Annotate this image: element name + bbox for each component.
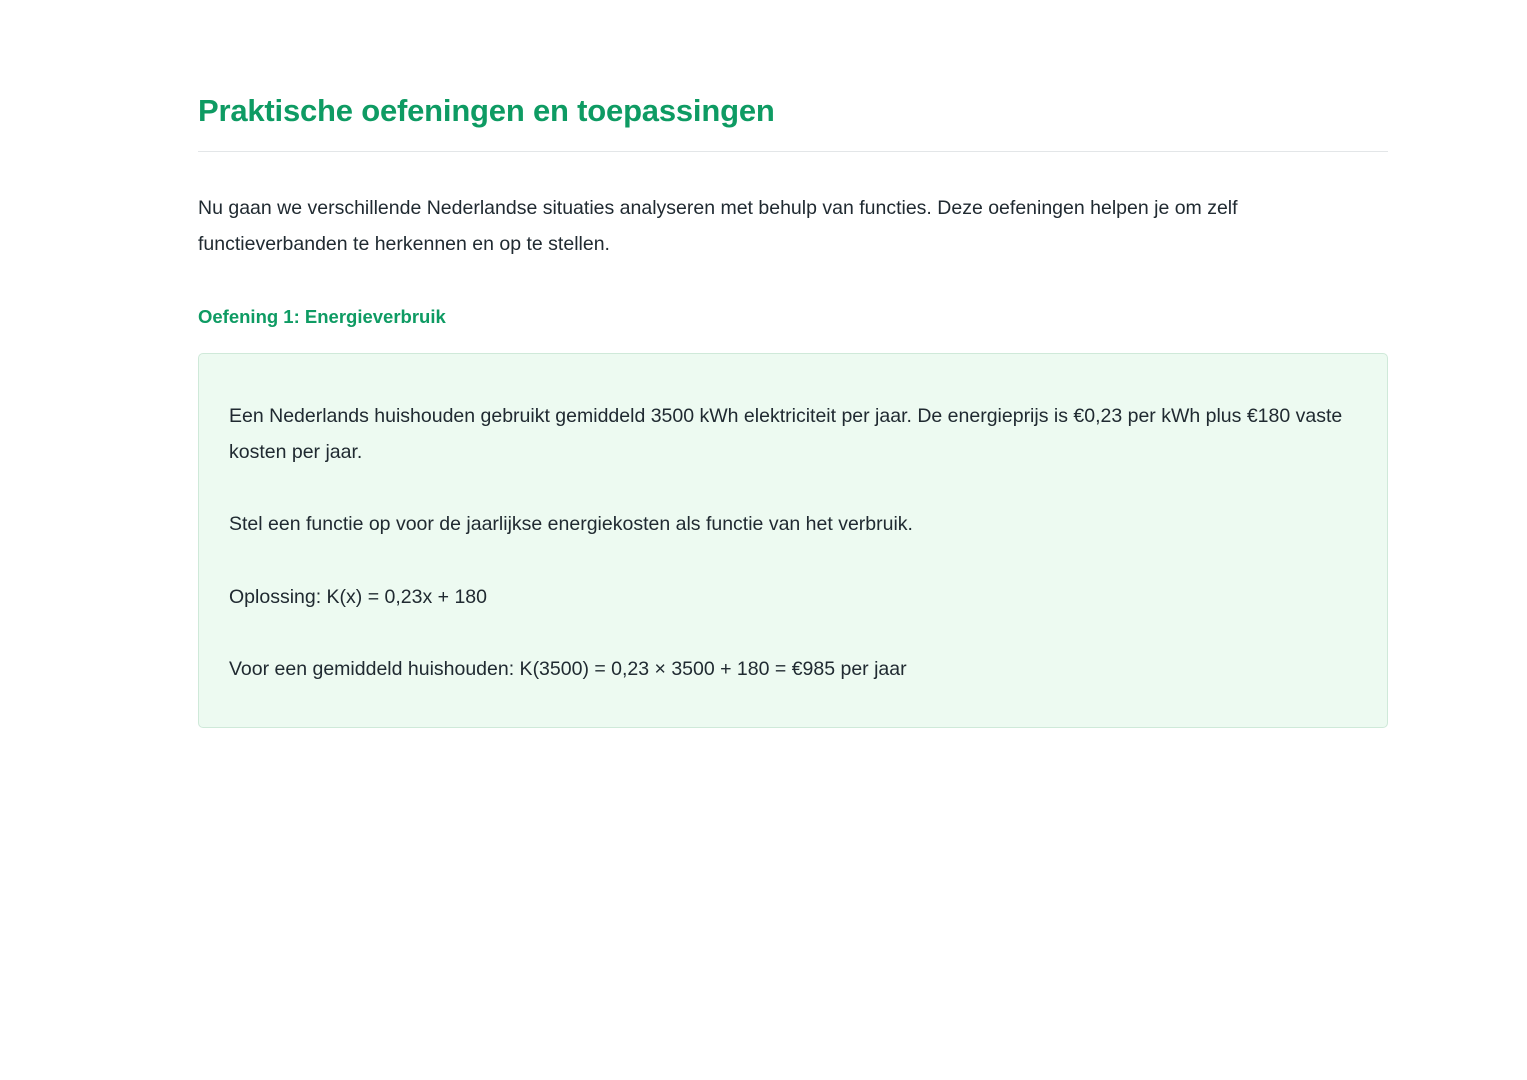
intro-paragraph: Nu gaan we verschillende Nederlandse situaties analyseren met behulp van functies. Deze oefeningen helpen je om zelf functieverbanden te herkennen en op te stellen. [198,197,1238,256]
exercise-paragraph-solution: Oplossing: K(x) = 0,23x + 180 [229,585,487,608]
page-title: Praktische oefeningen en toepassingen [198,93,775,128]
title-divider [198,151,1388,152]
exercise-paragraph-task: Stel een functie op voor de jaarlijkse energiekosten als functie van het verbruik. [229,513,913,536]
exercise-heading: Oefening 1: Energieverbruik [198,306,446,328]
exercise-paragraph-scenario: Een Nederlands huishouden gebruikt gemiddeld 3500 kWh elektriciteit per jaar. De energieprijs is €0,23 per kWh plus €180 vaste kosten per jaar. [229,405,1343,464]
document-content [198,92,1388,728]
exercise-callout-box [198,353,1388,727]
exercise-paragraph-evaluation: Voor een gemiddeld huishouden: K(3500) = 0,23 × 3500 + 180 = €985 per jaar [229,657,907,680]
